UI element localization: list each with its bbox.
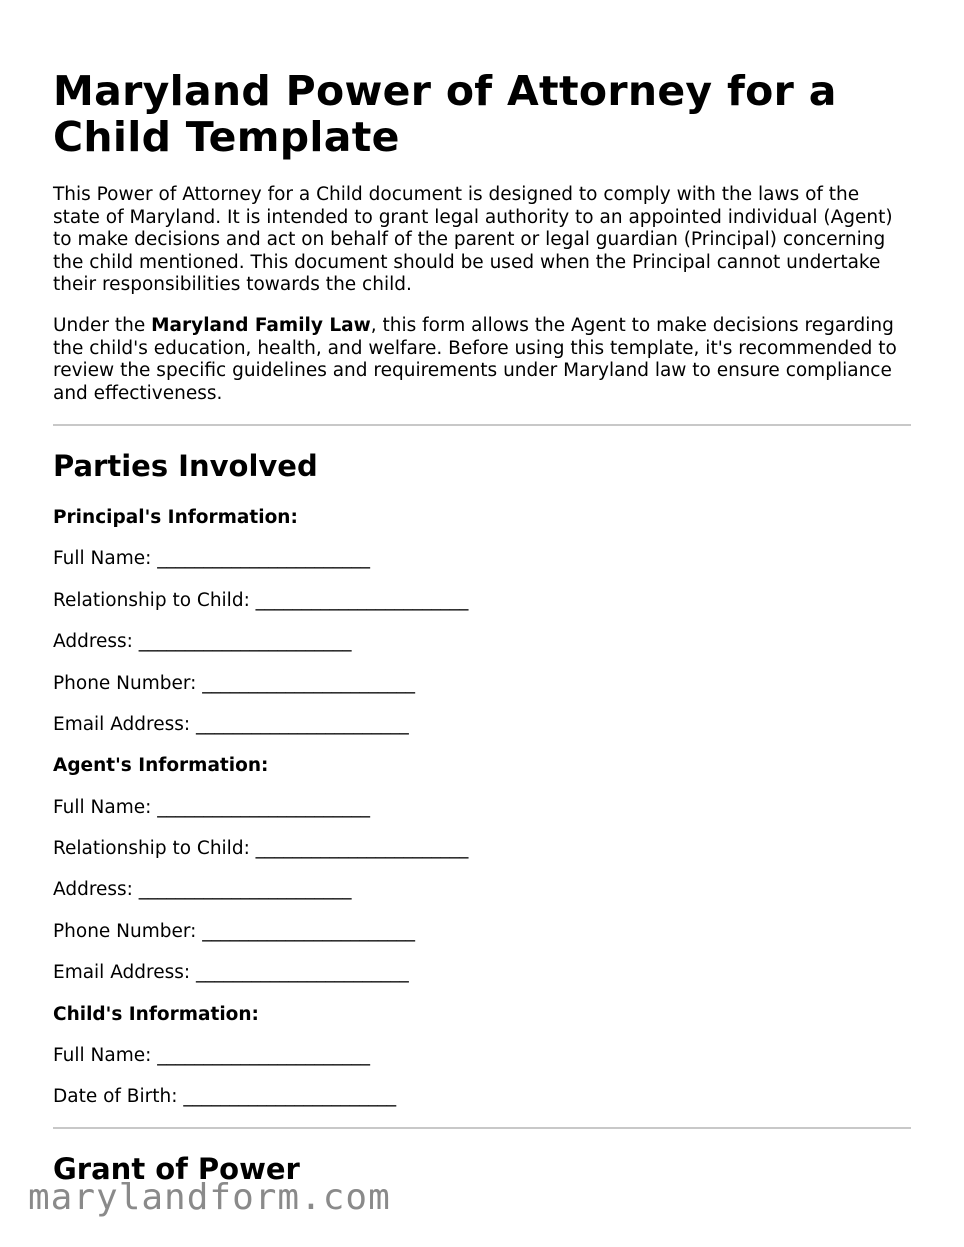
principal-full-name-field[interactable]: Full Name: _______________________: [53, 548, 370, 569]
intro-paragraph-2: [53, 315, 911, 405]
intro-p2-end: , this form allows the Agent to make decisions regarding the child's education, health, and welfare. Before using this template, it's recommended to review the specific guidelines and requirements under Maryland law to ensure compliance and effectiveness.: [53, 315, 897, 404]
agent-email-field[interactable]: Email Address: _______________________: [53, 962, 409, 983]
intro-p2-bold: Maryland Family Law: [151, 315, 371, 336]
child-full-name-field[interactable]: Full Name: _______________________: [53, 1045, 370, 1066]
divider: [53, 1127, 911, 1129]
agent-address-field[interactable]: Address: _______________________: [53, 879, 352, 900]
principal-info-heading: Principal's Information:: [53, 507, 298, 528]
agent-relationship-field[interactable]: Relationship to Child: _______________________: [53, 838, 469, 859]
agent-info-heading: Agent's Information:: [53, 755, 269, 776]
child-info-heading: Child's Information:: [53, 1004, 259, 1025]
intro-p2-start: Under the: [53, 315, 152, 336]
intro-paragraph-1: This Power of Attorney for a Child document is designed to comply with the laws of the state of Maryland. It is intended to grant legal authority to an appointed individual (Agent) to make decisions and act on behalf of the parent or legal guardian (Principal) concerning the child mentioned. This document should be used when the Principal cannot undertake their responsibilities towards the child.: [53, 184, 893, 295]
principal-address-field[interactable]: Address: _______________________: [53, 631, 352, 652]
divider: [53, 424, 911, 426]
section-heading-grant: Grant of Power: [53, 1152, 300, 1186]
section-heading-parties: Parties Involved: [53, 449, 318, 483]
page-title: Maryland Power of Attorney for a Child Template: [53, 67, 837, 161]
child-dob-field[interactable]: Date of Birth: _______________________: [53, 1086, 397, 1107]
agent-phone-field[interactable]: Phone Number: _______________________: [53, 921, 416, 942]
agent-full-name-field[interactable]: Full Name: _______________________: [53, 797, 370, 818]
principal-phone-field[interactable]: Phone Number: _______________________: [53, 673, 416, 694]
watermark: marylandform.com: [28, 1177, 391, 1218]
principal-email-field[interactable]: Email Address: _______________________: [53, 714, 409, 735]
principal-relationship-field[interactable]: Relationship to Child: _______________________: [53, 590, 469, 611]
